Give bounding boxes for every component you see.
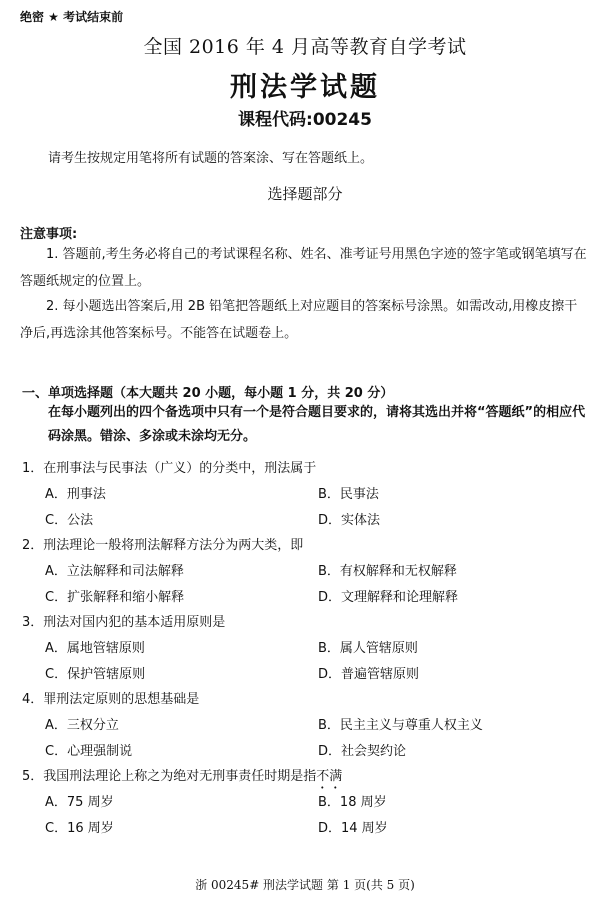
question-4-option-a: A．三权分立 [45, 718, 119, 733]
page-footer: 浙 00245# 刑法学试题 第 1 页(共 5 页) [195, 878, 415, 892]
question-4-option-d: D．社会契约论 [318, 744, 407, 759]
confidential-label: 绝密 ★ 考试结束前 [20, 10, 124, 24]
section-description: 在每小题列出的四个备选项中只有一个是符合题目要求的，请将其选出并将“答题纸”的相应代码涂黑。错涂、多涂或未涂均无分。 [48, 405, 586, 444]
instruction-text: 请考生按规定用笔将所有试题的答案涂、写在答题纸上。 [48, 151, 374, 166]
question-3-option-d: D．普遍管辖原则 [318, 667, 420, 682]
question-2-option-a: A．立法解释和司法解释 [45, 564, 184, 579]
question-5-option-d: D．14 周岁 [318, 821, 388, 836]
question-3-option-b: B．属人管辖原则 [318, 641, 418, 656]
notes-heading: 注意事项: [20, 227, 78, 242]
question-1-option-b: B．民事法 [318, 487, 379, 502]
question-1-stem: 1．在刑事法与民事法（广义）的分类中，刑法属于 [22, 461, 317, 476]
question-3-option-a: A．属地管辖原则 [45, 641, 145, 656]
question-5-option-c: C．16 周岁 [45, 821, 114, 836]
question-4-option-c: C．心理强制说 [45, 744, 133, 759]
exam-title: 全国 2016 年 4 月高等教育自学考试 [143, 36, 467, 58]
note-item-1: 1. 答题前,考生务必将自己的考试课程名称、姓名、准考证号用黑色字迹的签字笔或钢笔填写在答题纸规定的位置上。 [20, 247, 587, 289]
note-item-2: 2. 每小题选出答案后,用 2B 铅笔把答题纸上对应题目的答案标号涂黑。如需改动,用橡皮擦干净后,再选涂其他答案标号。不能答在试题卷上。 [20, 299, 578, 341]
question-5-stem [22, 765, 342, 792]
question-3-stem: 3．刑法对国内犯的基本适用原则是 [22, 615, 226, 630]
question-5-option-b: B．18 周岁 [318, 795, 387, 810]
question-2-stem: 2．刑法理论一般将刑法解释方法分为两大类，即 [22, 538, 304, 553]
question-1-option-c: C．公法 [45, 513, 94, 528]
question-2-option-c: C．扩张解释和缩小解释 [45, 590, 185, 605]
question-5-stem-emphasis: 不满 [316, 769, 343, 784]
part-title: 选择题部分 [267, 185, 343, 203]
question-1-option-a: A．刑事法 [45, 487, 106, 502]
subject-title: 刑法学试题 [230, 72, 380, 103]
question-5-option-a: A．75 周岁 [45, 795, 114, 810]
question-4-option-b: B．民主主义与尊重人权主义 [318, 718, 483, 733]
question-1-option-d: D．实体法 [318, 513, 381, 528]
question-2-option-d: D．文理解释和论理解释 [318, 590, 459, 605]
section-heading: 一、单项选择题（本大题共 20 小题，每小题 1 分，共 20 分） [22, 386, 394, 401]
question-3-option-c: C．保护管辖原则 [45, 667, 146, 682]
question-2-option-b: B．有权解释和无权解释 [318, 564, 457, 579]
question-5-stem-text: 5．我国刑法理论上称之为绝对无刑事责任时期是指 [22, 769, 317, 784]
question-4-stem: 4．罪刑法定原则的思想基础是 [22, 692, 200, 707]
course-code: 课程代码:00245 [238, 110, 372, 130]
